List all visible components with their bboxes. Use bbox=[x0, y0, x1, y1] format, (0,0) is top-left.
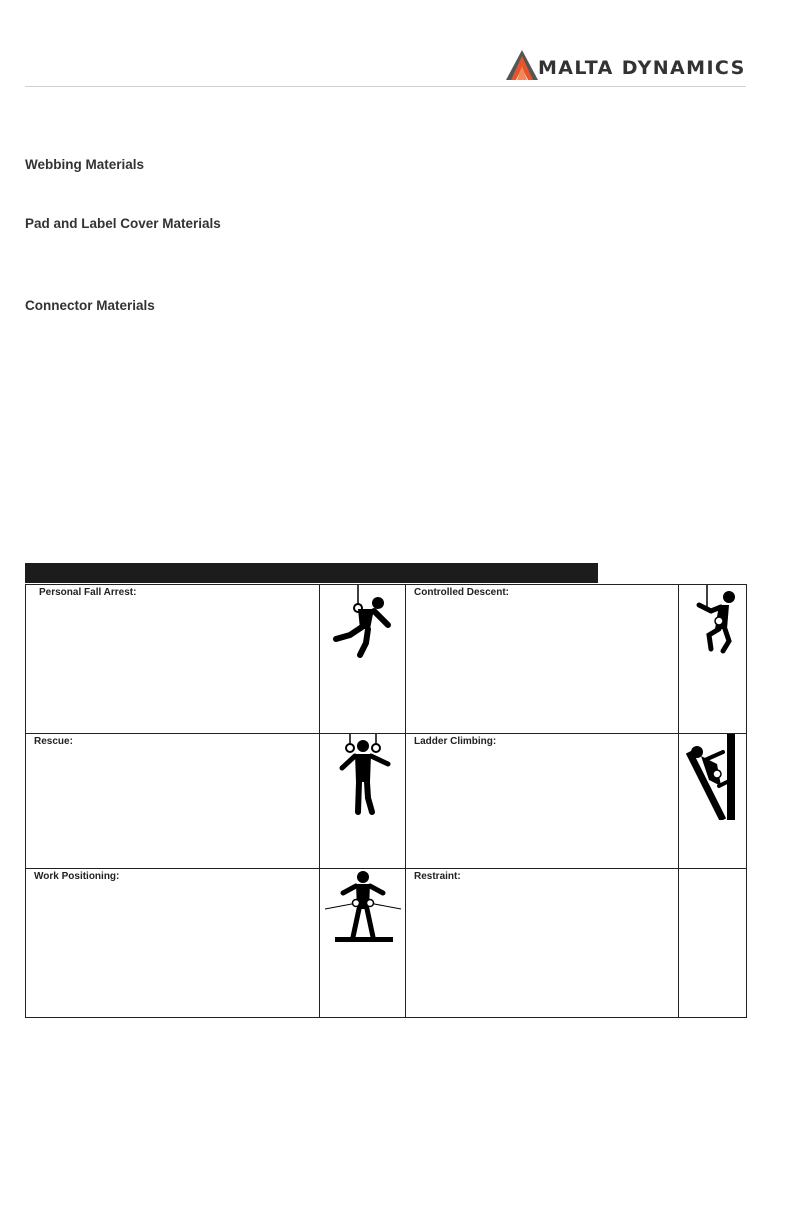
application-cell bbox=[406, 869, 679, 1018]
mountain-peak-logo-icon bbox=[505, 48, 539, 82]
application-icon-cell bbox=[320, 734, 406, 869]
application-icon-cell-empty bbox=[679, 869, 747, 1018]
application-label: Rescue: bbox=[34, 736, 73, 747]
descending-worker-icon bbox=[683, 585, 743, 661]
application-icon-cell bbox=[320, 869, 406, 1018]
application-label: Work Positioning: bbox=[34, 871, 120, 882]
table-row bbox=[26, 734, 747, 869]
ladder-climber-icon bbox=[683, 734, 743, 820]
heading-webbing-materials: Webbing Materials bbox=[25, 157, 145, 172]
application-cell bbox=[26, 734, 320, 869]
application-cell bbox=[26, 585, 320, 734]
table-row bbox=[26, 869, 747, 1018]
brand-name: MALTA DYNAMICS bbox=[538, 57, 746, 79]
application-label: Restraint: bbox=[414, 871, 461, 882]
header-divider bbox=[25, 86, 746, 87]
brand-logo bbox=[505, 48, 745, 86]
heading-connector-materials: Connector Materials bbox=[25, 298, 155, 313]
falling-worker-icon bbox=[328, 585, 398, 661]
application-label: Personal Fall Arrest: bbox=[39, 587, 137, 598]
rescue-lift-icon bbox=[328, 734, 398, 818]
application-cell bbox=[26, 869, 320, 1018]
applications-table bbox=[25, 584, 747, 1018]
heading-pad-label-materials: Pad and Label Cover Materials bbox=[25, 216, 221, 231]
applications-header-bar bbox=[25, 563, 598, 583]
application-label: Ladder Climbing: bbox=[414, 736, 497, 747]
application-icon-cell bbox=[320, 585, 406, 734]
application-label: Controlled Descent: bbox=[414, 587, 510, 598]
application-cell bbox=[406, 734, 679, 869]
application-cell bbox=[406, 585, 679, 734]
application-icon-cell bbox=[679, 585, 747, 734]
table-row bbox=[26, 585, 747, 734]
work-positioning-icon bbox=[323, 869, 403, 949]
application-icon-cell bbox=[679, 734, 747, 869]
